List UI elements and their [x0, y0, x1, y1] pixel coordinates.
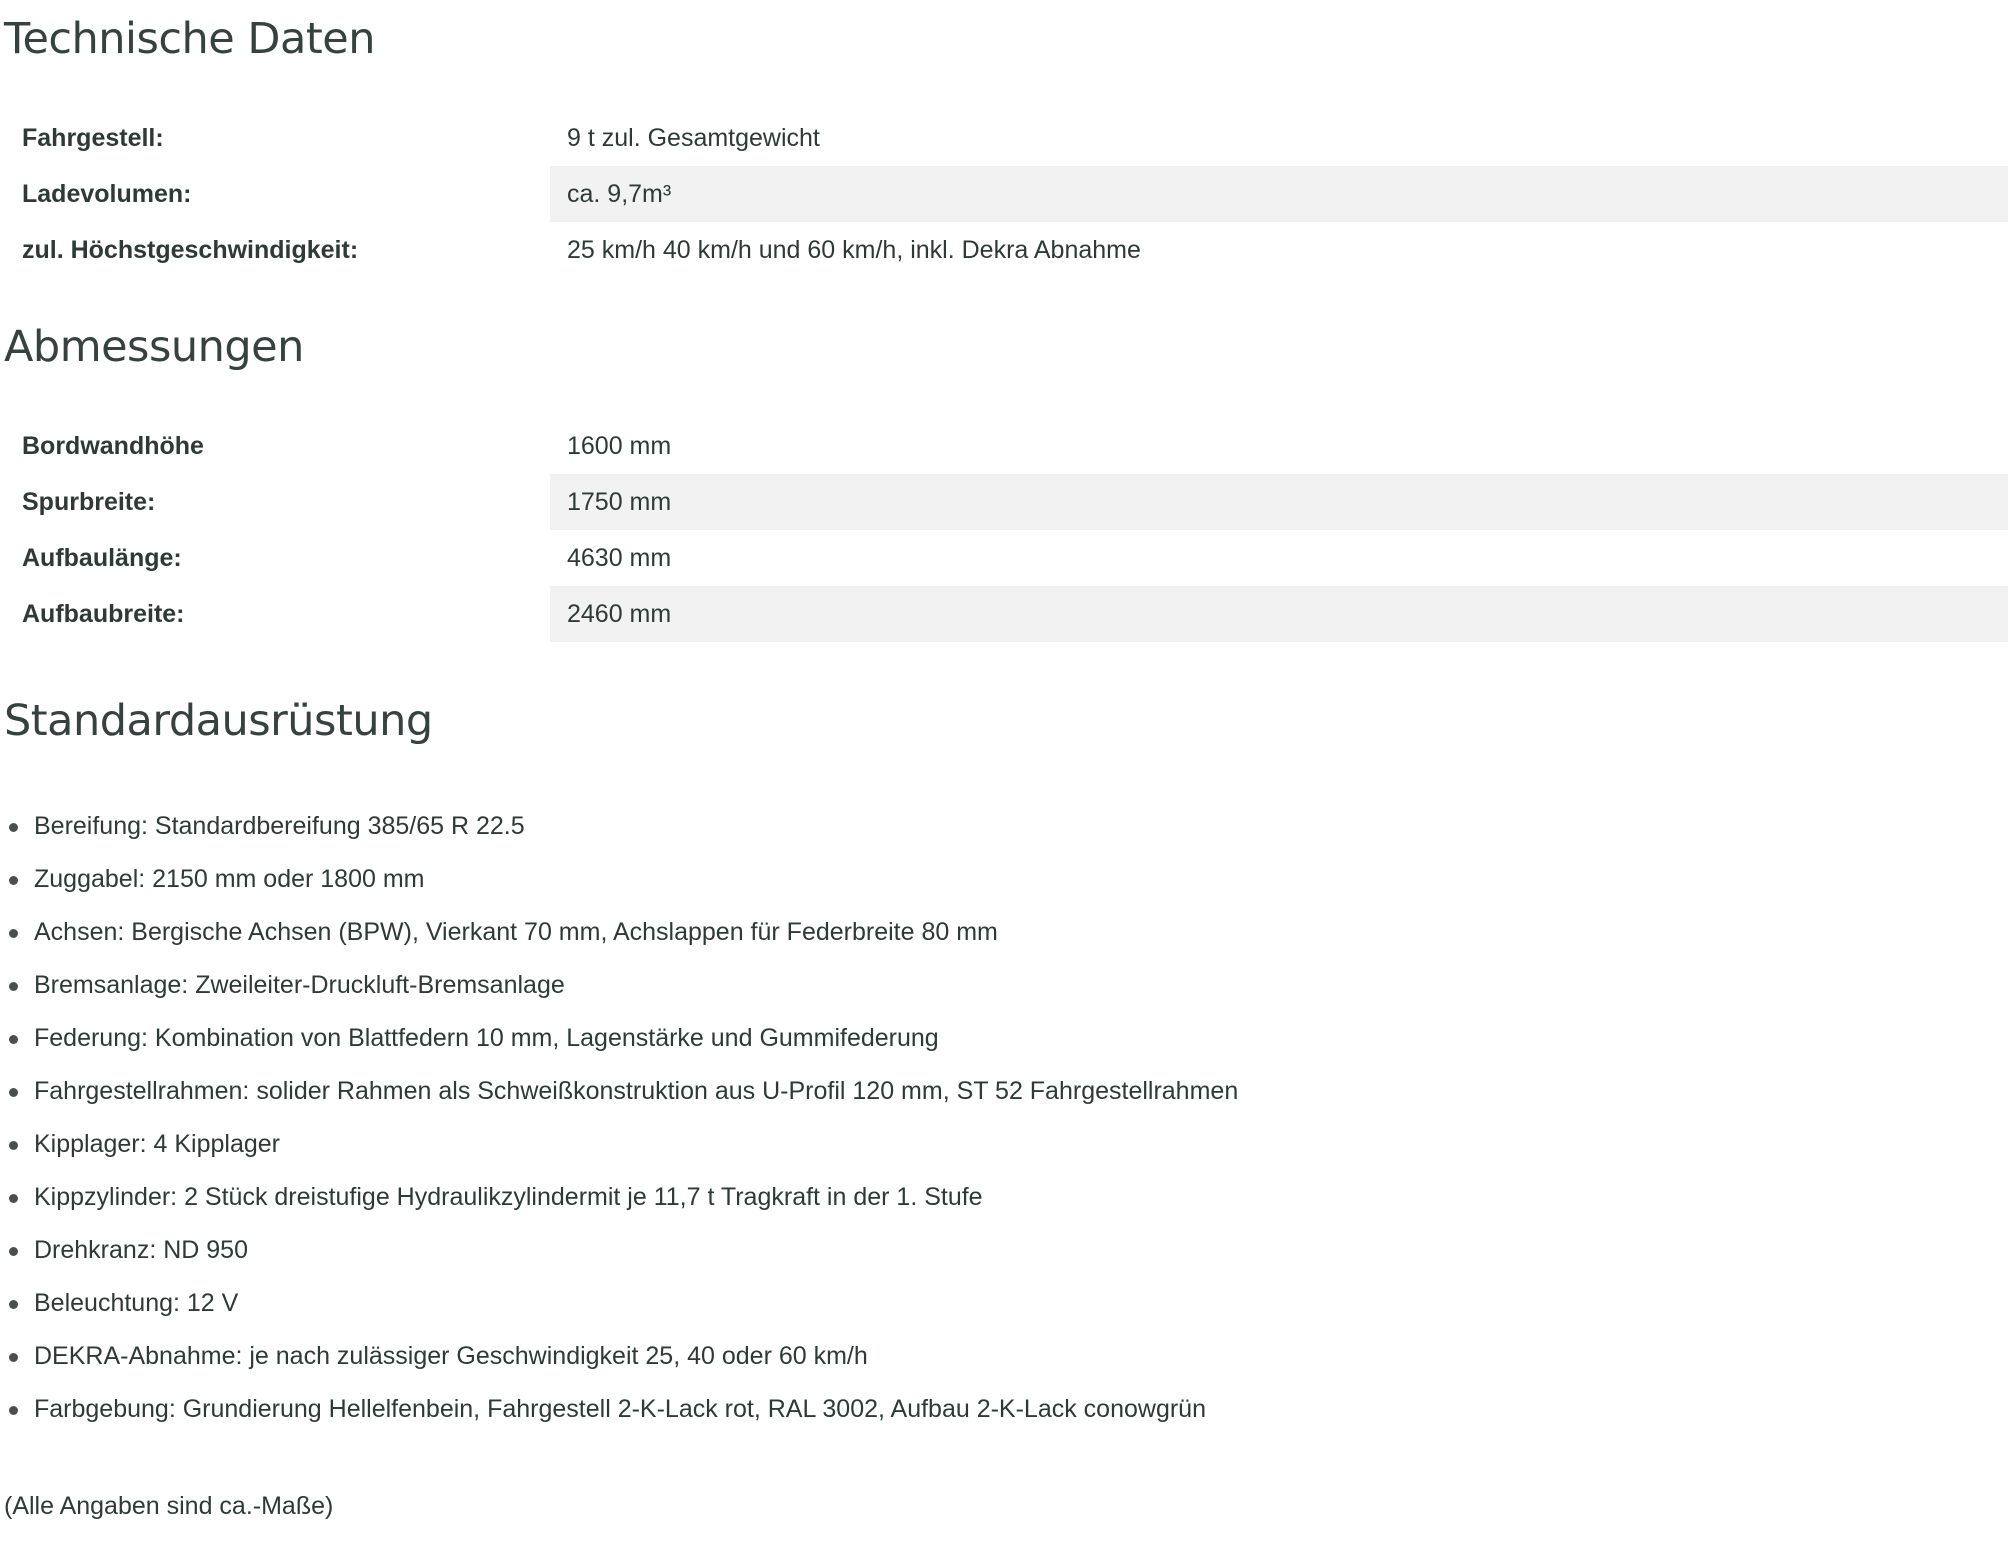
bullet-icon: [9, 982, 18, 991]
list-item-text: Achsen: Bergische Achsen (BPW), Vierkant 70 mm, Achslappen für Federbreite 80 mm: [34, 918, 998, 946]
spec-value: 1600 mm: [567, 431, 672, 460]
spec-label: Aufbaulänge:: [4, 530, 550, 586]
bullet-icon: [9, 1247, 18, 1256]
spec-label: Aufbaubreite:: [4, 586, 550, 642]
section-title-dimensions: Abmessungen: [4, 322, 304, 372]
list-item: [4, 1277, 2012, 1330]
bullet-icon: [9, 1406, 18, 1415]
spec-value: 4630 mm: [567, 543, 672, 572]
list-item-text: Beleuchtung: 12 V: [34, 1289, 239, 1317]
list-item: [4, 1065, 2012, 1118]
spec-label: zul. Höchstgeschwindigkeit:: [4, 222, 550, 278]
list-item-text: Zuggabel: 2150 mm oder 1800 mm: [34, 865, 425, 893]
spec-value: 1750 mm: [550, 474, 2008, 530]
bullet-icon: [9, 1353, 18, 1362]
bullet-icon: [9, 1300, 18, 1309]
list-item-text: DEKRA-Abnahme: je nach zulässiger Geschwindigkeit 25, 40 oder 60 km/h: [34, 1342, 868, 1370]
spec-value: 9 t zul. Gesamtgewicht: [567, 123, 820, 152]
spec-value: 2460 mm: [550, 586, 2008, 642]
list-item-text: Drehkranz: ND 950: [34, 1236, 248, 1264]
spec-value: 25 km/h 40 km/h und 60 km/h, inkl. Dekra Abnahme: [567, 235, 1141, 264]
list-item: [4, 959, 2012, 1012]
list-item: [4, 853, 2012, 906]
list-item-text: Kippzylinder: 2 Stück dreistufige Hydraulikzylindermit je 11,7 t Tragkraft in der 1. Stufe: [34, 1183, 983, 1211]
table-row: [4, 222, 2008, 278]
list-item: [4, 1012, 2012, 1065]
bullet-icon: [9, 1088, 18, 1097]
list-item: [4, 1224, 2012, 1277]
list-item-text: Bremsanlage: Zweileiter-Druckluft-Bremsanlage: [34, 971, 565, 999]
dimensions-table: [4, 418, 2008, 642]
technical-table: [4, 110, 2008, 278]
list-item: [4, 1330, 2012, 1383]
bullet-icon: [9, 929, 18, 938]
table-row: [4, 530, 2008, 586]
bullet-icon: [9, 1194, 18, 1203]
list-item: [4, 906, 2012, 959]
bullet-icon: [9, 1141, 18, 1150]
table-row: [4, 586, 2008, 642]
section-title-equipment: Standardausrüstung: [4, 696, 433, 746]
list-item: [4, 1118, 2012, 1171]
section-title-technical: Technische Daten: [4, 14, 375, 64]
table-row: [4, 110, 2008, 166]
spec-label: Ladevolumen:: [4, 166, 550, 222]
spec-label: Fahrgestell:: [4, 110, 550, 166]
list-item: [4, 800, 2012, 853]
table-row: [4, 418, 2008, 474]
list-item-text: Federung: Kombination von Blattfedern 10 mm, Lagenstärke und Gummifederung: [34, 1024, 939, 1052]
spec-sheet: [4, 0, 2012, 1521]
bullet-icon: [9, 876, 18, 885]
list-item-text: Kipplager: 4 Kipplager: [34, 1130, 280, 1158]
list-item-text: Farbgebung: Grundierung Hellelfenbein, Fahrgestell 2-K-Lack rot, RAL 3002, Aufbau 2-K-Lack conowgrün: [34, 1395, 1206, 1423]
spec-label: Spurbreite:: [4, 474, 550, 530]
bullet-icon: [9, 823, 18, 832]
footnote: (Alle Angaben sind ca.-Maße): [4, 1492, 334, 1520]
spec-value: ca. 9,7m³: [550, 166, 2008, 222]
list-item: [4, 1383, 2012, 1436]
table-row: [4, 474, 2008, 530]
equipment-list: [4, 800, 2012, 1436]
list-item: [4, 1171, 2012, 1224]
table-row: [4, 166, 2008, 222]
list-item-text: Fahrgestellrahmen: solider Rahmen als Schweißkonstruktion aus U-Profil 120 mm, ST 52 Fahrgestellrahmen: [34, 1077, 1239, 1105]
list-item-text: Bereifung: Standardbereifung 385/65 R 22.5: [34, 812, 525, 840]
bullet-icon: [9, 1035, 18, 1044]
spec-label: Bordwandhöhe: [4, 418, 550, 474]
